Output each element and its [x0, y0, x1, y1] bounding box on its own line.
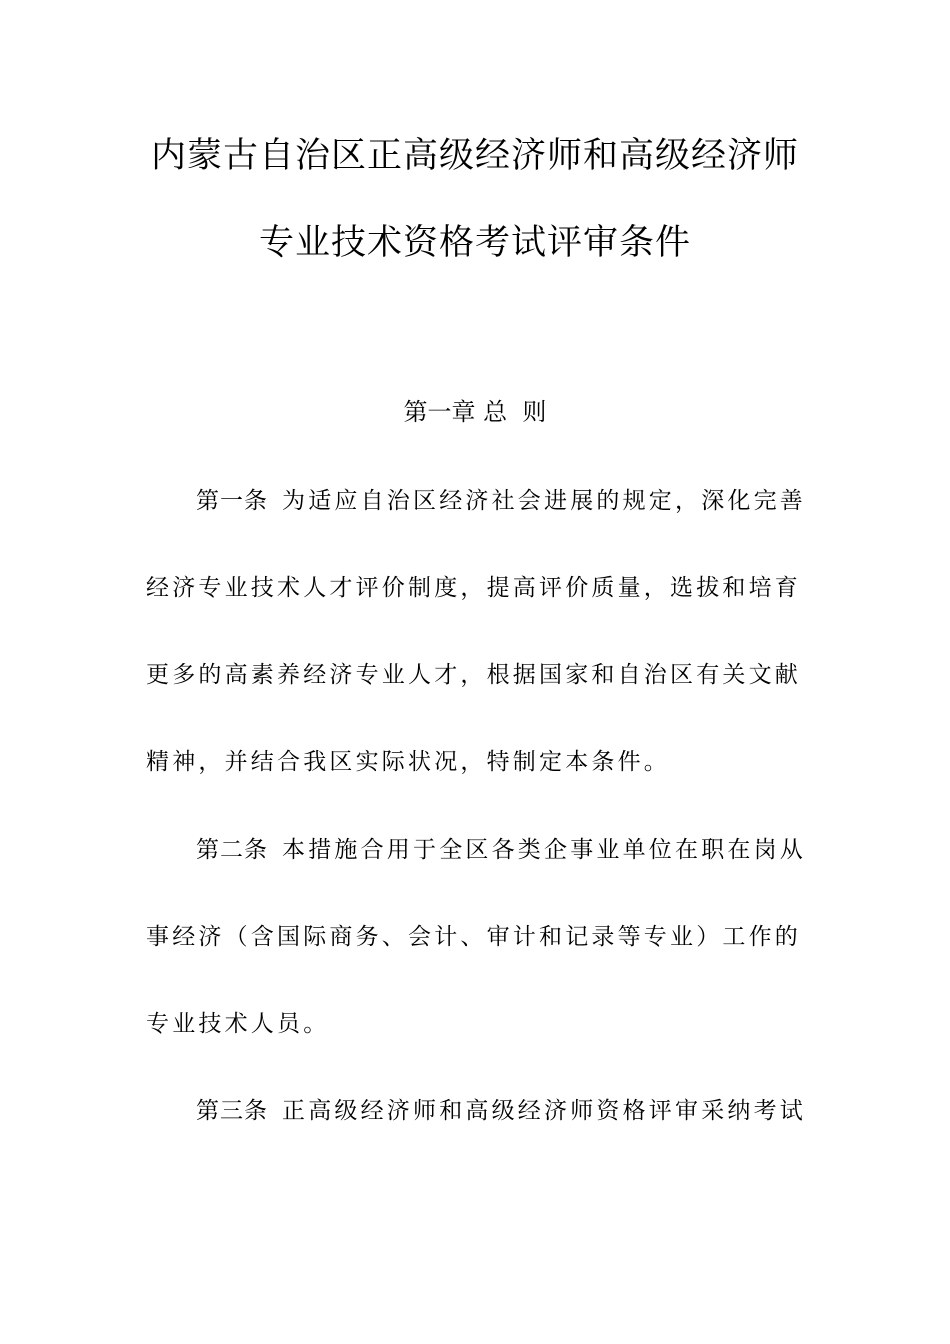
- article-2-line-2: 事经济（含国际商务、会计、审计和记录等专业）工作的: [146, 924, 801, 950]
- article-2-line-1: [196, 835, 856, 865]
- article-2-text-1: 本措施合用于全区各类企事业单位在职在岗从: [282, 837, 806, 863]
- article-1-line-3: 更多的高素养经济专业人才，根据国家和自治区有关文献: [146, 662, 801, 688]
- article-3-line-1: [196, 1096, 856, 1126]
- article-1-text-1: 为适应自治区经济社会进展的规定，深化完善: [282, 488, 806, 514]
- article-2-label: 第二条: [196, 837, 268, 863]
- article-1-label: 第一条: [196, 488, 268, 514]
- document-title-line-1: 内蒙古自治区正高级经济师和高级经济师: [150, 136, 799, 176]
- article-2-line-3: 专业技术人员。: [146, 1011, 330, 1037]
- document-title-line-2: 专业技术资格考试评审条件: [258, 223, 691, 263]
- article-3-text-1: 正高级经济师和高级经济师资格评审采纳考试: [282, 1098, 806, 1124]
- article-1-line-4: 精神，并结合我区实际状况，特制定本条件。: [146, 749, 670, 775]
- article-1-line-1: [196, 486, 856, 516]
- chapter-heading: 第一章 总 则: [403, 398, 547, 426]
- article-1-line-2: 经济专业技术人才评价制度，提高评价质量，选拔和培育: [146, 575, 801, 601]
- article-3-label: 第三条: [196, 1098, 268, 1124]
